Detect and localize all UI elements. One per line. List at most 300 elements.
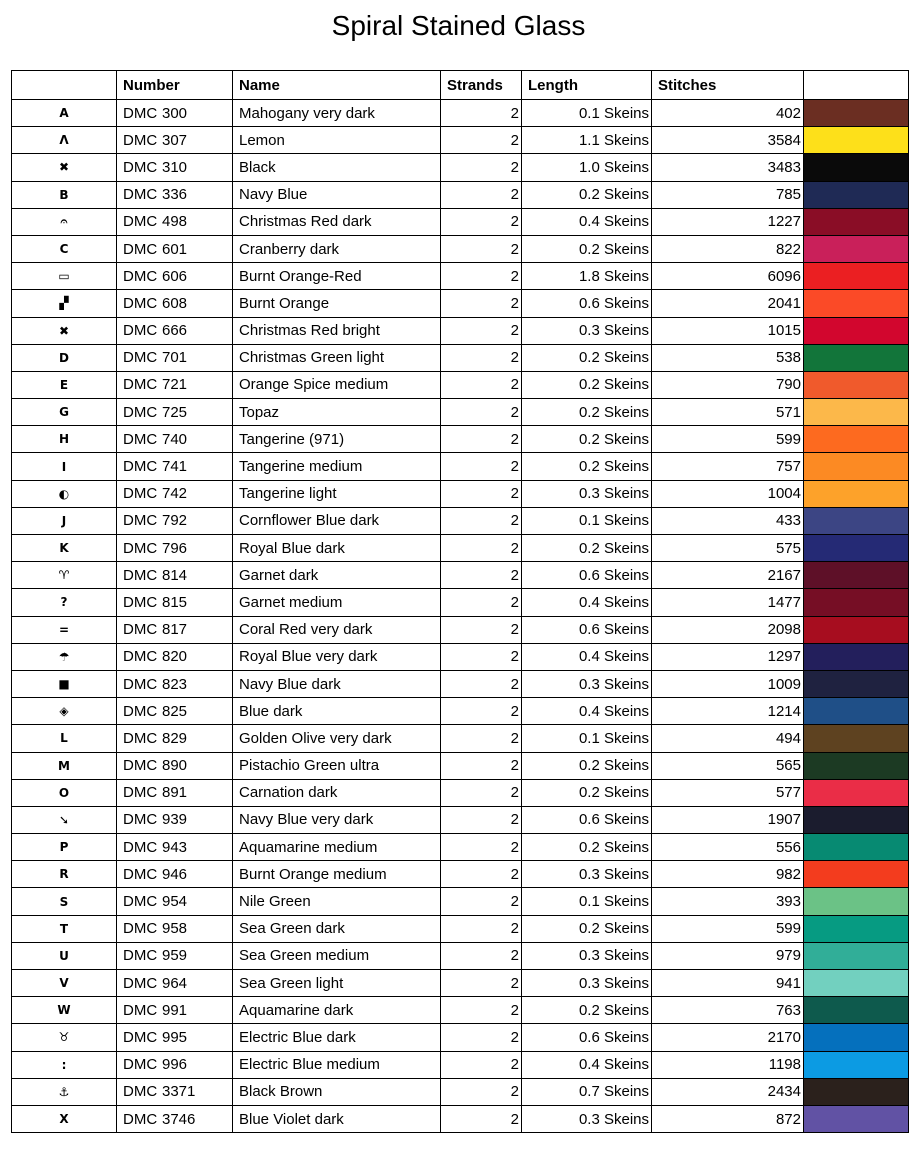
strands-cell: 2 [441, 942, 522, 969]
table-row [12, 1051, 909, 1078]
length-cell: 0.1 Skeins [522, 507, 652, 534]
symbol-cell: E [12, 371, 117, 398]
length-cell: 0.6 Skeins [522, 290, 652, 317]
strands-cell: 2 [441, 535, 522, 562]
strands-cell: 2 [441, 344, 522, 371]
name-cell: Aquamarine dark [233, 997, 441, 1024]
floss-number: 958 [162, 920, 188, 938]
length-cell: 0.4 Skeins [522, 698, 652, 725]
brand-label: DMC [123, 158, 158, 176]
brand-label: DMC [123, 294, 158, 312]
strands-cell: 2 [441, 208, 522, 235]
table-row [12, 290, 909, 317]
table-row [12, 181, 909, 208]
strands-cell: 2 [441, 670, 522, 697]
strands-cell: 2 [441, 235, 522, 262]
floss-number: 498 [162, 213, 188, 231]
name-cell: Electric Blue medium [233, 1051, 441, 1078]
floss-number: 959 [162, 947, 188, 965]
header-row [12, 71, 909, 100]
name-cell: Carnation dark [233, 779, 441, 806]
color-swatch [804, 508, 908, 534]
table-row [12, 507, 909, 534]
length-cell: 0.2 Skeins [522, 453, 652, 480]
stitches-cell: 3483 [652, 154, 804, 181]
color-swatch [804, 481, 908, 507]
color-swatch [804, 698, 908, 724]
brand-label: DMC [123, 648, 158, 666]
color-swatch-cell [804, 263, 909, 290]
table-row [12, 426, 909, 453]
color-swatch-cell [804, 507, 909, 534]
floss-number: 817 [162, 621, 188, 639]
name-cell: Tangerine light [233, 480, 441, 507]
color-swatch-cell [804, 535, 909, 562]
floss-number: 995 [162, 1028, 188, 1046]
number-cell [117, 344, 233, 371]
color-swatch-cell [804, 725, 909, 752]
name-cell: Christmas Red bright [233, 317, 441, 344]
floss-number: 891 [162, 784, 188, 802]
symbol-cell: = [12, 616, 117, 643]
symbol-cell: H [12, 426, 117, 453]
number-cell [117, 507, 233, 534]
color-swatch-cell [804, 453, 909, 480]
brand-label: DMC [123, 947, 158, 965]
symbol-cell: ✖ [12, 317, 117, 344]
stitches-cell: 1198 [652, 1051, 804, 1078]
stitches-cell: 599 [652, 915, 804, 942]
symbol-cell: C [12, 235, 117, 262]
strands-cell: 2 [441, 1105, 522, 1132]
number-cell [117, 997, 233, 1024]
symbol-cell: Λ [12, 127, 117, 154]
length-cell: 0.3 Skeins [522, 970, 652, 997]
floss-number: 3746 [162, 1110, 196, 1128]
length-cell: 0.2 Skeins [522, 834, 652, 861]
table-row [12, 399, 909, 426]
table-row [12, 480, 909, 507]
color-swatch-cell [804, 779, 909, 806]
color-swatch [804, 236, 908, 262]
symbol-cell: G [12, 399, 117, 426]
number-cell [117, 643, 233, 670]
brand-label: DMC [123, 240, 158, 258]
strands-cell: 2 [441, 290, 522, 317]
table-row [12, 725, 909, 752]
name-cell: Christmas Green light [233, 344, 441, 371]
number-cell [117, 1105, 233, 1132]
color-swatch [804, 127, 908, 153]
name-cell: Golden Olive very dark [233, 725, 441, 752]
floss-number: 336 [162, 186, 188, 204]
name-cell: Garnet medium [233, 589, 441, 616]
length-cell: 0.2 Skeins [522, 915, 652, 942]
length-cell: 0.3 Skeins [522, 670, 652, 697]
symbol-cell: V [12, 970, 117, 997]
table-row [12, 154, 909, 181]
name-cell: Black [233, 154, 441, 181]
brand-label: DMC [123, 621, 158, 639]
color-swatch-cell [804, 480, 909, 507]
color-swatch [804, 182, 908, 208]
stitches-cell: 1004 [652, 480, 804, 507]
strands-cell: 2 [441, 725, 522, 752]
floss-number: 3371 [162, 1083, 196, 1101]
brand-label: DMC [123, 131, 158, 149]
symbol-cell: ■ [12, 670, 117, 697]
color-swatch [804, 154, 908, 180]
table-row [12, 616, 909, 643]
color-swatch-cell [804, 344, 909, 371]
table-row [12, 1105, 909, 1132]
name-cell: Navy Blue [233, 181, 441, 208]
length-cell: 0.1 Skeins [522, 888, 652, 915]
number-cell [117, 181, 233, 208]
floss-number: 742 [162, 485, 188, 503]
table-row [12, 562, 909, 589]
strands-cell: 2 [441, 752, 522, 779]
strands-cell: 2 [441, 997, 522, 1024]
strands-cell: 2 [441, 698, 522, 725]
number-cell [117, 779, 233, 806]
table-row [12, 779, 909, 806]
name-cell: Mahogany very dark [233, 100, 441, 127]
floss-table [11, 70, 909, 1133]
color-swatch-cell [804, 589, 909, 616]
name-cell: Tangerine medium [233, 453, 441, 480]
color-swatch-cell [804, 970, 909, 997]
length-cell: 0.2 Skeins [522, 997, 652, 1024]
length-cell: 0.2 Skeins [522, 399, 652, 426]
strands-cell: 2 [441, 317, 522, 344]
stitches-cell: 2167 [652, 562, 804, 589]
symbol-cell: M [12, 752, 117, 779]
color-swatch [804, 970, 908, 996]
length-cell: 0.4 Skeins [522, 1051, 652, 1078]
length-cell: 0.2 Skeins [522, 181, 652, 208]
color-swatch [804, 997, 908, 1023]
floss-number: 307 [162, 131, 188, 149]
symbol-cell: ◐ [12, 480, 117, 507]
color-swatch-cell [804, 371, 909, 398]
number-cell [117, 1051, 233, 1078]
brand-label: DMC [123, 838, 158, 856]
name-cell: Burnt Orange medium [233, 861, 441, 888]
color-swatch-cell [804, 698, 909, 725]
table-row [12, 535, 909, 562]
stitches-cell: 982 [652, 861, 804, 888]
strands-cell: 2 [441, 1024, 522, 1051]
color-swatch-cell [804, 1105, 909, 1132]
symbol-cell: S [12, 888, 117, 915]
table-row [12, 888, 909, 915]
floss-number: 666 [162, 322, 188, 340]
symbol-cell: ✖ [12, 154, 117, 181]
stitches-cell: 494 [652, 725, 804, 752]
brand-label: DMC [123, 702, 158, 720]
brand-label: DMC [123, 893, 158, 911]
color-swatch [804, 807, 908, 833]
table-row [12, 997, 909, 1024]
symbol-cell: J [12, 507, 117, 534]
header-symbol [12, 71, 117, 100]
symbol-cell: L [12, 725, 117, 752]
floss-number: 823 [162, 675, 188, 693]
number-cell [117, 562, 233, 589]
header-length: Length [522, 71, 652, 100]
name-cell: Tangerine (971) [233, 426, 441, 453]
length-cell: 0.6 Skeins [522, 1024, 652, 1051]
number-cell [117, 480, 233, 507]
number-cell [117, 1024, 233, 1051]
name-cell: Lemon [233, 127, 441, 154]
brand-label: DMC [123, 1056, 158, 1074]
length-cell: 1.0 Skeins [522, 154, 652, 181]
length-cell: 0.6 Skeins [522, 616, 652, 643]
symbol-cell: ▭ [12, 263, 117, 290]
number-cell [117, 670, 233, 697]
strands-cell: 2 [441, 1051, 522, 1078]
brand-label: DMC [123, 1110, 158, 1128]
table-row [12, 371, 909, 398]
color-swatch [804, 725, 908, 751]
length-cell: 0.2 Skeins [522, 426, 652, 453]
color-swatch-cell [804, 1078, 909, 1105]
table-row [12, 453, 909, 480]
length-cell: 0.4 Skeins [522, 589, 652, 616]
brand-label: DMC [123, 104, 158, 122]
strands-cell: 2 [441, 100, 522, 127]
table-row [12, 208, 909, 235]
strands-cell: 2 [441, 562, 522, 589]
color-swatch-cell [804, 181, 909, 208]
stitches-cell: 556 [652, 834, 804, 861]
stitches-cell: 1477 [652, 589, 804, 616]
color-swatch [804, 1106, 908, 1132]
length-cell: 0.7 Skeins [522, 1078, 652, 1105]
name-cell: Electric Blue dark [233, 1024, 441, 1051]
color-swatch [804, 617, 908, 643]
color-swatch-cell [804, 834, 909, 861]
strands-cell: 2 [441, 616, 522, 643]
number-cell [117, 453, 233, 480]
name-cell: Cornflower Blue dark [233, 507, 441, 534]
brand-label: DMC [123, 458, 158, 476]
table-row [12, 127, 909, 154]
number-cell [117, 290, 233, 317]
brand-label: DMC [123, 485, 158, 503]
table-row [12, 263, 909, 290]
name-cell: Royal Blue very dark [233, 643, 441, 670]
header-stitches: Stitches [652, 71, 804, 100]
symbol-cell: R [12, 861, 117, 888]
floss-number: 820 [162, 648, 188, 666]
color-swatch-cell [804, 806, 909, 833]
length-cell: 0.3 Skeins [522, 861, 652, 888]
floss-number: 740 [162, 430, 188, 448]
stitches-cell: 790 [652, 371, 804, 398]
number-cell [117, 100, 233, 127]
stitches-cell: 538 [652, 344, 804, 371]
strands-cell: 2 [441, 154, 522, 181]
table-row [12, 970, 909, 997]
length-cell: 0.6 Skeins [522, 806, 652, 833]
color-swatch-cell [804, 1024, 909, 1051]
stitches-cell: 1227 [652, 208, 804, 235]
table-row [12, 861, 909, 888]
stitches-cell: 763 [652, 997, 804, 1024]
color-swatch-cell [804, 290, 909, 317]
number-cell [117, 752, 233, 779]
brand-label: DMC [123, 593, 158, 611]
symbol-cell: X [12, 1105, 117, 1132]
brand-label: DMC [123, 566, 158, 584]
symbol-cell: P [12, 834, 117, 861]
name-cell: Black Brown [233, 1078, 441, 1105]
stitches-cell: 571 [652, 399, 804, 426]
name-cell: Burnt Orange-Red [233, 263, 441, 290]
symbol-cell: O [12, 779, 117, 806]
symbol-cell: ♈ [12, 562, 117, 589]
floss-number: 815 [162, 593, 188, 611]
brand-label: DMC [123, 920, 158, 938]
brand-label: DMC [123, 784, 158, 802]
number-cell [117, 154, 233, 181]
length-cell: 0.2 Skeins [522, 779, 652, 806]
color-swatch [804, 1052, 908, 1078]
stitches-cell: 822 [652, 235, 804, 262]
color-swatch [804, 834, 908, 860]
brand-label: DMC [123, 322, 158, 340]
color-swatch [804, 345, 908, 371]
table-row [12, 1078, 909, 1105]
floss-number: 890 [162, 757, 188, 775]
length-cell: 0.3 Skeins [522, 942, 652, 969]
length-cell: 0.1 Skeins [522, 725, 652, 752]
length-cell: 0.2 Skeins [522, 752, 652, 779]
table-row [12, 235, 909, 262]
color-swatch-cell [804, 562, 909, 589]
color-swatch [804, 589, 908, 615]
table-row [12, 698, 909, 725]
table-row [12, 317, 909, 344]
symbol-cell: ☂ [12, 643, 117, 670]
color-swatch-cell [804, 1051, 909, 1078]
strands-cell: 2 [441, 181, 522, 208]
color-swatch [804, 671, 908, 697]
name-cell: Blue Violet dark [233, 1105, 441, 1132]
strands-cell: 2 [441, 970, 522, 997]
symbol-cell: B [12, 181, 117, 208]
symbol-cell: ▞ [12, 290, 117, 317]
stitches-cell: 1214 [652, 698, 804, 725]
color-swatch-cell [804, 861, 909, 888]
name-cell: Blue dark [233, 698, 441, 725]
color-swatch-cell [804, 997, 909, 1024]
color-swatch [804, 780, 908, 806]
stitches-cell: 565 [652, 752, 804, 779]
color-swatch [804, 535, 908, 561]
stitches-cell: 757 [652, 453, 804, 480]
color-swatch [804, 100, 908, 126]
color-swatch-cell [804, 127, 909, 154]
floss-number: 946 [162, 865, 188, 883]
strands-cell: 2 [441, 915, 522, 942]
table-row [12, 643, 909, 670]
table-row [12, 344, 909, 371]
length-cell: 0.2 Skeins [522, 371, 652, 398]
table-row [12, 589, 909, 616]
color-swatch-cell [804, 208, 909, 235]
name-cell: Sea Green dark [233, 915, 441, 942]
brand-label: DMC [123, 213, 158, 231]
number-cell [117, 915, 233, 942]
brand-label: DMC [123, 1028, 158, 1046]
color-swatch-cell [804, 154, 909, 181]
length-cell: 1.8 Skeins [522, 263, 652, 290]
number-cell [117, 208, 233, 235]
color-swatch [804, 1024, 908, 1050]
color-swatch-cell [804, 100, 909, 127]
number-cell [117, 1078, 233, 1105]
brand-label: DMC [123, 267, 158, 285]
brand-label: DMC [123, 675, 158, 693]
floss-number: 725 [162, 403, 188, 421]
brand-label: DMC [123, 403, 158, 421]
symbol-cell: ◈ [12, 698, 117, 725]
brand-label: DMC [123, 186, 158, 204]
brand-label: DMC [123, 1083, 158, 1101]
length-cell: 0.4 Skeins [522, 643, 652, 670]
name-cell: Nile Green [233, 888, 441, 915]
name-cell: Christmas Red dark [233, 208, 441, 235]
stitches-cell: 2170 [652, 1024, 804, 1051]
stitches-cell: 1907 [652, 806, 804, 833]
brand-label: DMC [123, 430, 158, 448]
brand-label: DMC [123, 729, 158, 747]
color-swatch [804, 372, 908, 398]
floss-number: 996 [162, 1056, 188, 1074]
length-cell: 0.3 Skeins [522, 1105, 652, 1132]
strands-cell: 2 [441, 453, 522, 480]
color-swatch-cell [804, 915, 909, 942]
number-cell [117, 616, 233, 643]
stitches-cell: 872 [652, 1105, 804, 1132]
length-cell: 0.3 Skeins [522, 317, 652, 344]
color-swatch-cell [804, 942, 909, 969]
floss-number: 964 [162, 974, 188, 992]
length-cell: 0.4 Skeins [522, 208, 652, 235]
color-swatch [804, 209, 908, 235]
floss-number: 939 [162, 811, 188, 829]
brand-label: DMC [123, 865, 158, 883]
strands-cell: 2 [441, 779, 522, 806]
symbol-cell: A [12, 100, 117, 127]
number-cell [117, 725, 233, 752]
brand-label: DMC [123, 811, 158, 829]
name-cell: Sea Green light [233, 970, 441, 997]
length-cell: 0.2 Skeins [522, 344, 652, 371]
strands-cell: 2 [441, 888, 522, 915]
floss-number: 741 [162, 458, 188, 476]
number-cell [117, 698, 233, 725]
number-cell [117, 235, 233, 262]
stitches-cell: 2098 [652, 616, 804, 643]
stitches-cell: 402 [652, 100, 804, 127]
strands-cell: 2 [441, 589, 522, 616]
symbol-cell: ➘ [12, 806, 117, 833]
